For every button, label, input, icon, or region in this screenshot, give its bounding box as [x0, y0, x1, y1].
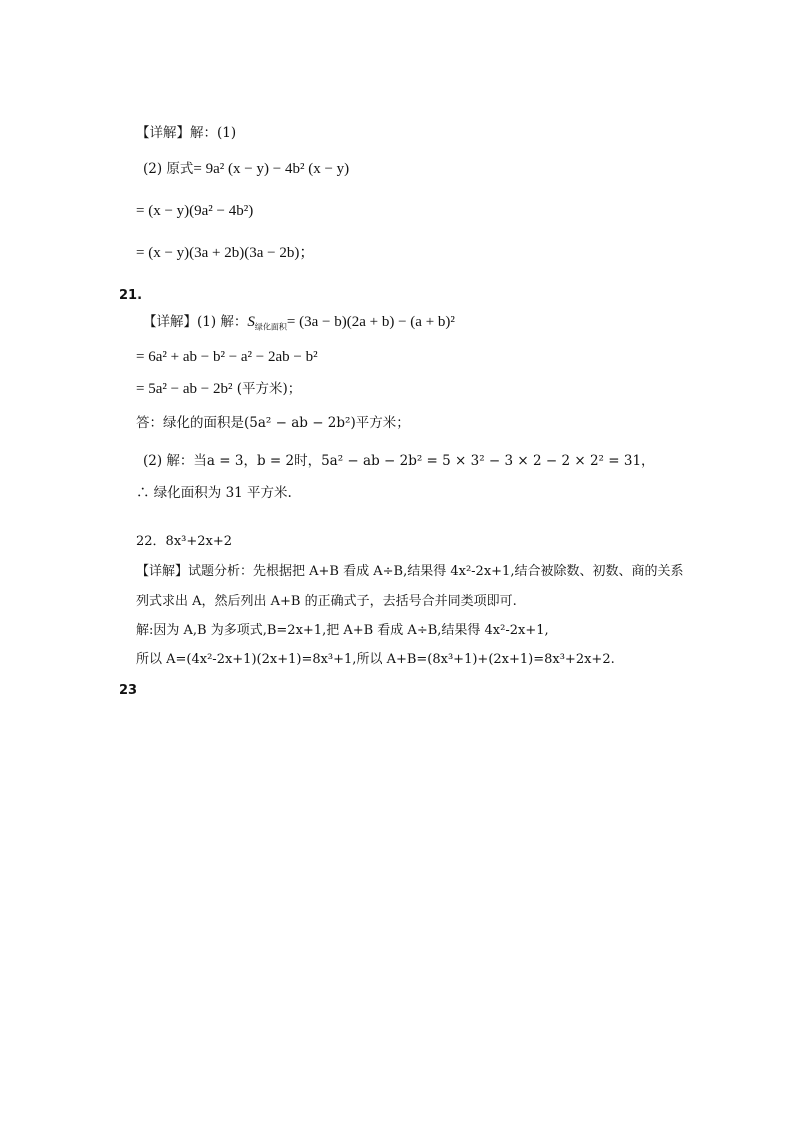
q22-analysis — [136, 563, 683, 581]
detail-label: 【详解】 — [143, 314, 197, 330]
q21-number: 21. — [119, 288, 143, 303]
q22-solution1: 解:因为 A,B 为多项式,B=2x+1,把 A+B 看成 A÷B,结果得 4x²-2x+1, — [136, 623, 549, 638]
q21-answer: 答：绿化的面积是(5a² − ab − 2b²)平方米； — [136, 415, 410, 431]
part2-expr: = 9a² (x − y) − 4b² (x − y) — [193, 161, 350, 177]
q21-step1: = 6a² + ab − b² − a² − 2ab − b² — [136, 349, 318, 365]
q22-solution2: 所以 A=(4x²-2x+1)(2x+1)=8x³+1,所以 A+B=(8x³+1)+(2x+1)=8x³+2x+2. — [136, 652, 615, 667]
part2-prefix: (2) 原式 — [143, 161, 194, 177]
area-subscript: 绿化面积 — [254, 322, 287, 332]
q20-part2 — [143, 160, 349, 178]
part1-prefix: (1) 解： — [197, 314, 248, 330]
solve-text: 解：(1) — [190, 125, 237, 141]
step2-unit: (平方米)； — [236, 381, 302, 397]
q22-analysis2: 列式求出 A，然后列出 A+B 的正确式子，去括号合并同类项即可. — [136, 594, 517, 609]
detail-label: 【详解】 — [136, 564, 189, 579]
analysis-text: 试题分析：先根据把 A+B 看成 A÷B,结果得 4x²-2x+1,结合被除数、初数、商的关系 — [188, 564, 684, 579]
q20-step1: = (x − y)(9a² − 4b²) — [136, 203, 254, 219]
q21-conclusion: ∴ 绿化面积为 31 平方米. — [136, 485, 292, 501]
area-symbol: S — [247, 314, 255, 330]
q21-part2: (2) 解：当a = 3，b = 2时，5a² − ab − 2b² = 5 × 3² − 3 × 2 − 2 × 2² = 31， — [143, 453, 655, 469]
q20-step2: = (x − y)(3a + 2b)(3a − 2b)； — [136, 245, 315, 261]
q22-header: 22．8x³+2x+2 — [136, 534, 233, 549]
step2-expr: = 5a² − ab − 2b² — [136, 381, 233, 397]
q21-step2 — [136, 380, 301, 398]
q21-detail — [143, 313, 455, 331]
detail-label: 【详解】 — [136, 125, 190, 141]
q23-number: 23 — [119, 683, 138, 698]
area-expr: = (3a − b)(2a + b) − (a + b)² — [286, 314, 455, 330]
q20-detail — [136, 124, 236, 142]
